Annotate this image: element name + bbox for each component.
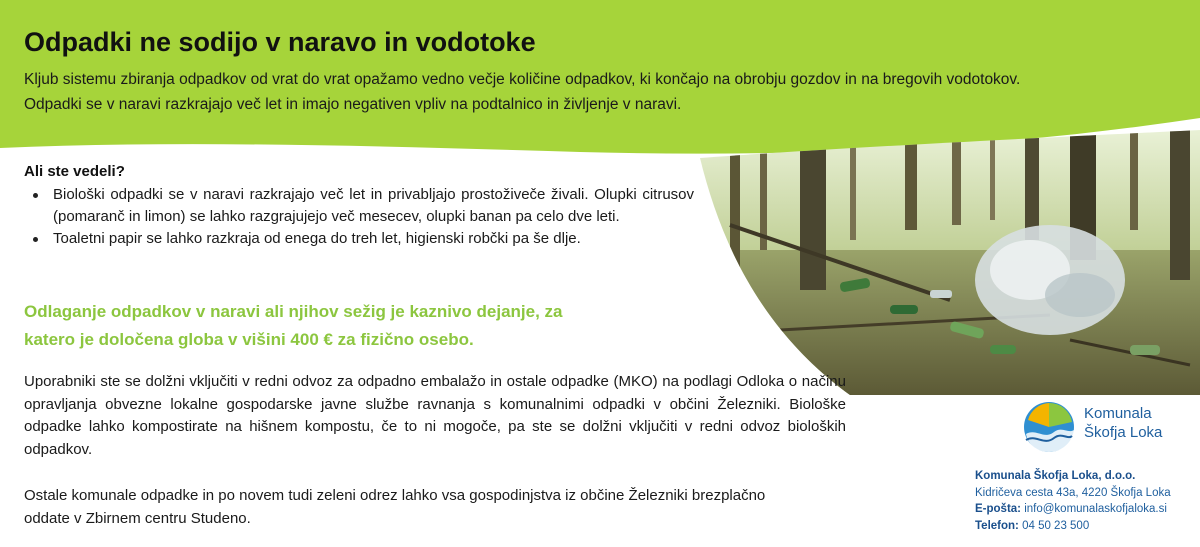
logo-mark-icon <box>1022 400 1076 454</box>
intro-line: Kljub sistemu zbiranja odpadkov od vrat do vrat opažamo vedno večje količine odpadkov, ki končajo na obrobju gozdov in na bregovih vodotokov. <box>24 71 1021 88</box>
intro-text <box>24 67 1189 117</box>
email-label: E-pošta: <box>975 503 1021 515</box>
intro-line: Odpadki se v naravi razkrajajo več let in imajo negativen vpliv na podtalnico in življenje v naravi. <box>24 96 682 113</box>
fine-warning-text <box>24 298 704 354</box>
warning-line: katero je določena globa v višini 400 € za fizično osebo. <box>24 330 474 349</box>
company-name: Komunala Škofja Loka, d.o.o. <box>975 470 1136 482</box>
company-address: Kidričeva cesta 43a, 4220 Škofja Loka <box>975 486 1171 499</box>
warning-line: Odlaganje odpadkov v naravi ali njihov sežig je kaznivo dejanje, za <box>24 302 563 321</box>
did-you-know-heading: Ali ste vedeli? <box>24 163 125 180</box>
komunala-logo <box>1022 398 1192 458</box>
contact-block <box>975 468 1195 534</box>
page-title: Odpadki ne sodijo v naravo in vodotoke <box>24 27 536 57</box>
phone-number: 04 50 23 500 <box>1022 519 1090 532</box>
logo-name <box>1084 404 1162 442</box>
list-item: Biološki odpadki se v naravi razkrajajo več let in privabljajo prostoživeče živali. Olupki citrusov (pomaranč in limon) se lahko razgrajujejo več mesecev, olupki banan pa celo dve leti. <box>32 184 694 228</box>
paragraph-line: Ostale komunale odpadke in po novem tudi zeleni odrez lahko vsa gospodinjstva iz občine Železniki brezplačno <box>24 487 766 504</box>
forest-litter-photo <box>690 130 1200 395</box>
logo-line: Škofja Loka <box>1084 424 1163 441</box>
phone-row <box>975 518 1195 535</box>
obligation-paragraph: Uporabniki ste se dolžni vključiti v redni odvoz za odpadno embalažo in ostale odpadke (MKO) na podlagi Odloka o načinu opravljanja obvezne lokalne gospodarske javne službe ravnanja s komunalnimi odpadki v občini Železniki. Biološke odpadke lahko kompostirate na hišnem kompostu, če to ni mogoče, pa ste se dolžni vključiti v redni odvoz bioloških odpadkov. <box>24 373 846 458</box>
logo-line: Komunala <box>1084 405 1152 422</box>
collection-center-paragraph <box>24 485 924 530</box>
email-link[interactable]: info@komunalaskofjaloka.si <box>1024 503 1167 515</box>
did-you-know-list <box>32 184 694 250</box>
list-item: Toaletni papir se lahko razkraja od enega do treh let, higienski robčki pa še dlje. <box>32 228 694 250</box>
paragraph-line: oddate v Zbirnem centru Studeno. <box>24 509 251 527</box>
email-row <box>975 501 1195 518</box>
phone-label: Telefon: <box>975 519 1019 532</box>
